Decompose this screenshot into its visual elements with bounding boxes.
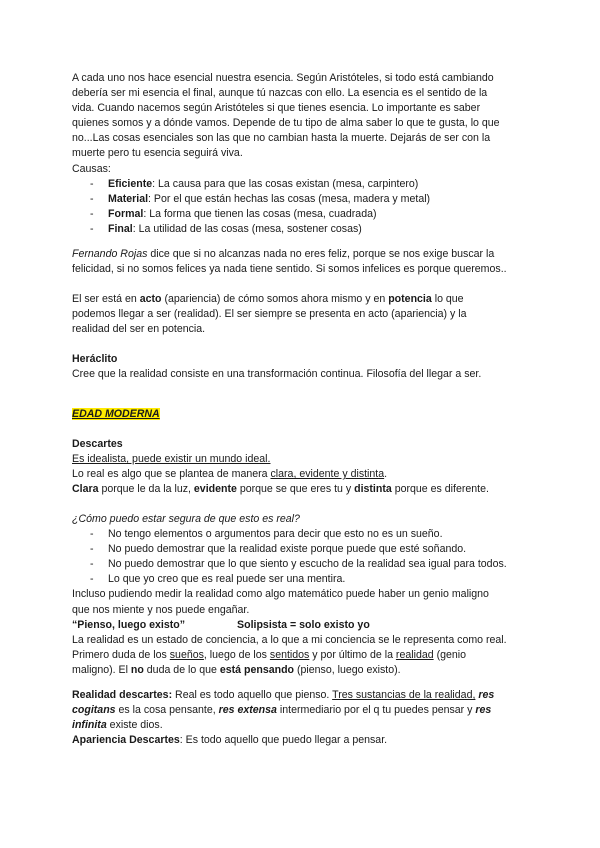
realidad-text: existe dios. [106, 719, 163, 732]
descartes-text: realidad [395, 648, 434, 661]
realidad-section [72, 688, 532, 748]
descartes-text: maligno). El [72, 663, 131, 676]
causa-text: : La causa para que las cosas existan (mesa, carpintero) [152, 177, 419, 190]
edad-moderna-section [72, 407, 532, 422]
causas-list [72, 177, 532, 237]
heraclito-title: Heráclito [72, 353, 118, 365]
rojas-paragraph [72, 247, 532, 277]
intro-line: vida. Cuando nacemos según Aristóteles si que tienes esencia. Lo importante es saber [72, 102, 481, 115]
causas-label: Causas: [72, 162, 111, 175]
descartes-text: (pienso, luego existo). [294, 663, 401, 676]
list-item: - No tengo elementos o argumentos para decir que esto no es un sueño. [72, 527, 532, 542]
causa-text: : La utilidad de las cosas (mesa, sostener cosas) [132, 222, 362, 235]
list-item [72, 207, 532, 222]
ser-paragraph [72, 292, 532, 337]
list-item: - Lo que yo creo que es real puede ser una mentira. [72, 572, 532, 587]
descartes-doubt [72, 512, 532, 678]
realidad-term: res [478, 689, 495, 701]
causa-term: Material [108, 192, 149, 205]
doubt-list [72, 527, 532, 587]
descartes-term: Clara [72, 483, 99, 496]
realidad-text: intermediario por el q tu puedes pensar y [276, 704, 476, 717]
intro-line: debería ser mi esencia el final, aunque tú nazcas con ello. La esencia es el sentido de la [72, 87, 488, 100]
intro-line: A cada uno nos hace esencial nuestra esencia. Según Aristóteles, si todo está cambiando [72, 72, 494, 84]
causa-text: : Por el que están hechas las cosas (mesa, madera y metal) [148, 192, 431, 205]
list-item: - No puedo demostrar que la realidad existe porque puede que esté soñando. [72, 542, 532, 557]
descartes-text: Incluso pudiendo medir la realidad como algo matemático puede haber un genio maligno [72, 588, 489, 601]
descartes-text: . [384, 468, 388, 481]
descartes-text: clara, evidente y distinta [270, 468, 385, 481]
descartes-term: está pensando [219, 663, 295, 676]
descartes-text: duda de lo que [143, 663, 220, 676]
realidad-text: es la cosa pensante, [115, 704, 219, 717]
rojas-text: felicidad, si no somos felices ya nada tiene sentido. Si somos infelices es porque queremos.. [72, 263, 507, 276]
realidad-term: infinita [72, 719, 107, 732]
descartes-text: porque se que eres tu y [236, 483, 355, 496]
descartes-term: evidente [193, 483, 237, 496]
realidad-term: res [475, 704, 492, 717]
descartes-text: Lo real es algo que se plantea de manera [72, 468, 271, 481]
ser-text: realidad del ser en potencia. [72, 323, 206, 336]
edad-moderna-heading: EDAD MODERNA [72, 408, 160, 420]
list-item: - No puedo demostrar que lo que siento y escucho de la realidad sea igual para todos. [72, 557, 532, 572]
ser-text: podemos llegar a ser (realidad). El ser siempre se presenta en acto (apariencia) y la [72, 308, 467, 321]
descartes-text: porque es diferente. [391, 483, 489, 496]
list-item [72, 192, 532, 207]
intro-paragraph [72, 71, 532, 237]
ser-term-potencia: potencia [388, 293, 432, 305]
ser-text: (apariencia) de cómo somos ahora mismo y en [161, 293, 389, 305]
descartes-text: Es idealista, puede existir un mundo ideal. [72, 453, 271, 466]
ser-text: El ser está en [72, 293, 140, 305]
realidad-term: res extensa [218, 704, 277, 717]
descartes-text: Primero duda de los [72, 648, 170, 661]
rojas-name: Fernando Rojas [72, 248, 148, 260]
descartes-text: que nos miente y nos puede engañar. [72, 603, 250, 616]
descartes-title: Descartes [72, 438, 123, 450]
causa-term: Final [108, 222, 133, 235]
apariencia-label: Apariencia Descartes [72, 734, 180, 747]
solipsista-heading: Solipsista = solo existo yo [237, 618, 370, 631]
ser-term-acto: acto [139, 293, 162, 305]
descartes-text: (genio [433, 648, 467, 661]
rojas-text: dice que si no alcanzas nada no eres feliz, porque se nos exige buscar la [147, 248, 495, 260]
descartes-term: no [130, 663, 144, 676]
descartes-text: y por último de la [309, 648, 396, 661]
descartes-text: La realidad es un estado de conciencia, a lo que a mi conciencia se le representa como real. [72, 633, 507, 646]
descartes-section [72, 437, 532, 497]
causa-term: Eficiente [108, 177, 153, 190]
intro-line: no...Las cosas esenciales son las que no cambian hasta la muerte. Dejarás de ser con la [72, 132, 491, 145]
descartes-text: , luego de los [203, 648, 270, 661]
pienso-heading: “Pienso, luego existo” [72, 618, 186, 631]
intro-line: quienes somos y a dónde vamos. Depende de tu tipo de alma saber lo que te gusta, lo que [72, 117, 500, 130]
realidad-label: Realidad descartes: [72, 689, 173, 701]
heraclito-section [72, 352, 532, 382]
descartes-text: sentidos [269, 648, 310, 661]
apariencia-text: : Es todo aquello que puedo llegar a pensar. [179, 734, 388, 747]
intro-line: muerte pero tu esencia seguirá viva. [72, 147, 243, 160]
descartes-term: distinta [354, 483, 392, 496]
realidad-text: Tres sustancias de la realidad, [332, 689, 476, 701]
realidad-term: cogitans [72, 704, 116, 717]
realidad-text: Real es todo aquello que pienso. [172, 689, 333, 701]
heraclito-text: Cree que la realidad consiste en una transformación continua. Filosofía del llegar a ser. [72, 368, 482, 381]
causa-text: : La forma que tienen las cosas (mesa, cuadrada) [143, 207, 377, 220]
descartes-text: porque le da la luz, [98, 483, 194, 496]
list-item [72, 222, 532, 237]
ser-text: lo que [431, 293, 464, 305]
descartes-question: ¿Cómo puedo estar segura de que esto es real? [72, 513, 300, 525]
descartes-text: sueños [169, 648, 204, 661]
causa-term: Formal [108, 207, 144, 220]
list-item [72, 177, 532, 192]
